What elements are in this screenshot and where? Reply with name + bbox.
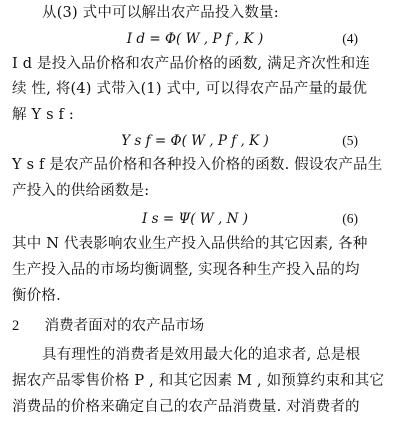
text-line: 从(3) 式中可以解出农产品投入数量: [42, 5, 279, 21]
equation-number: (5) [342, 133, 358, 148]
text-line: 具有理性的消费者是效用最大化的追求者, 总是根 [42, 347, 361, 363]
text-line: 续 性, 将(4) 式带入(1) 式中, 可以得农产品产量的最优 [12, 81, 368, 97]
text-line: 其中 N 代表影响农业生产投入品供给的其它因素, 各种 [12, 236, 368, 252]
equation-4 [0, 29, 390, 49]
text-line: 消费品的价格来确定自己的农产品消费量. 对消费者的 [12, 399, 360, 415]
text-line: Y s f 是农产品价格和各种投入价格的函数. 假设农产品生 [12, 157, 383, 173]
equation-number: (6) [342, 211, 358, 226]
section-number: 2 [12, 318, 20, 334]
section-heading [12, 317, 204, 335]
equation-formula: I d = Φ( W , P f , K ) [126, 31, 264, 47]
text-line: 解 Y s f : [12, 107, 75, 123]
equation-formula: Y s f = Φ( W , P f , K ) [121, 133, 269, 149]
equation-number: (4) [342, 31, 358, 46]
equation-formula: I s = Ψ( W , N ) [142, 211, 248, 227]
section-title: 消费者面对的农产品市场 [44, 318, 205, 334]
text-line: 据农产品零售价格 P , 和其它因素 M , 如预算约束和其它 [12, 373, 385, 389]
text-line: 衡价格. [12, 288, 61, 304]
text-line: I d 是投入品价格和农产品价格的函数, 满足齐次性和连 [12, 56, 371, 72]
text-line: 产投入的供给函数是: [12, 183, 150, 199]
text-line: 生产投入品的市场均衡调整, 实现各种生产投入品的均 [12, 262, 360, 278]
equation-6 [0, 209, 390, 229]
equation-5 [0, 131, 390, 151]
